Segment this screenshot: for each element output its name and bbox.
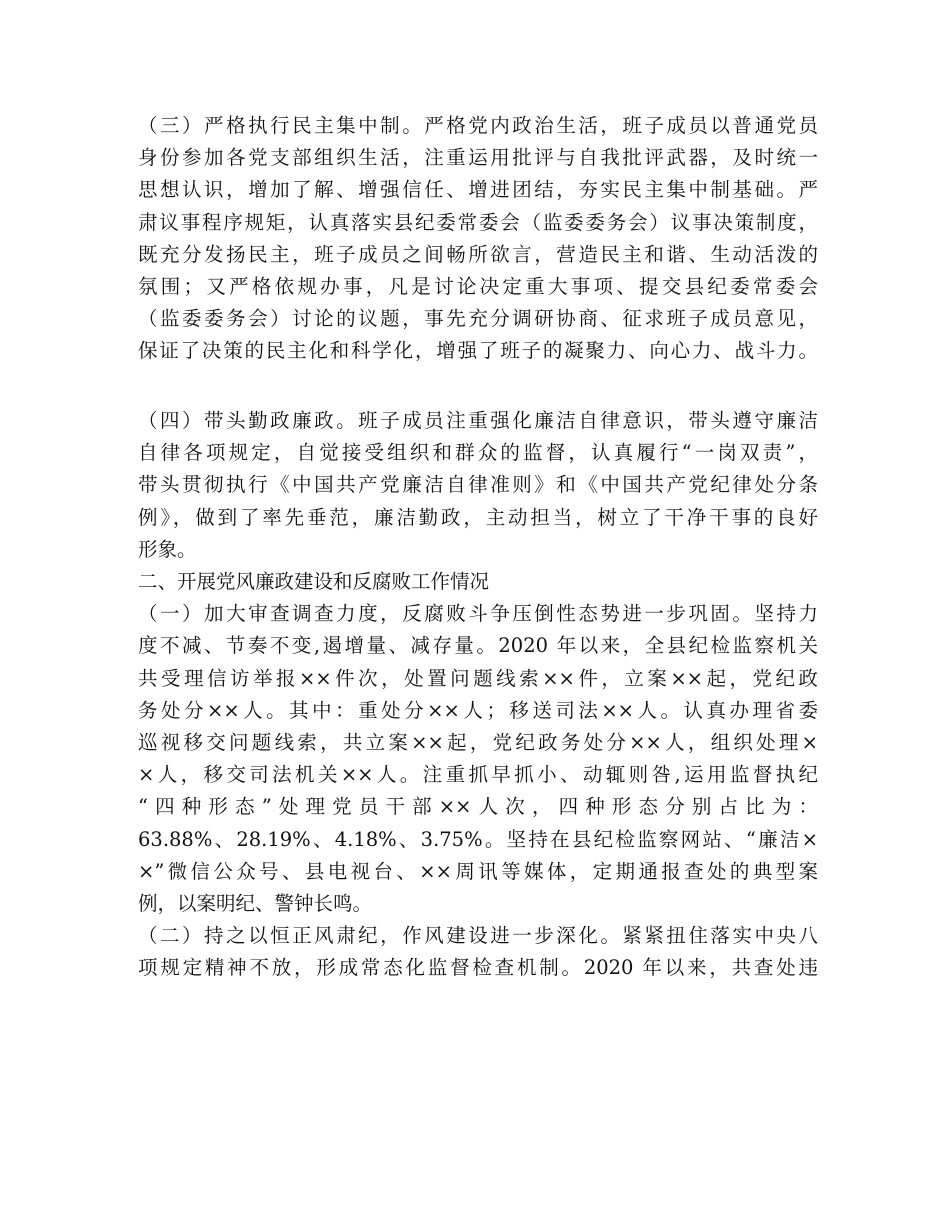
text-line: 例，以案明纪、警钟长鸣。 [138,892,373,916]
text-line: （二）持之以恒正风肃纪，作风建设进一步深化。紧紧扭住落实中央八 [138,924,818,948]
text-line: 共受理信访举报××件次，处置问题线索××件，立案××起，党纪政 [138,666,818,690]
text-line: 带头贯彻执行《中国共产党廉洁自律准则》和《中国共产党纪律处分条 [138,473,818,497]
text-line: 自律各项规定，自觉接受组织和群众的监督，认真履行“一岗双责”， [138,441,818,465]
paragraph-leadership-democratic-centralism [138,110,818,368]
text-line: 思想认识，增加了解、增强信任、增进团结，夯实民主集中制基础。严 [138,178,818,202]
text-line: “四种形态”处理党员干部××人次，四种形态分别占比为： [138,795,818,819]
text-line: 63.88%、28.19%、4.18%、3.75%。坚持在县纪检监察网站、“廉洁× [138,827,818,851]
paragraph-integrity-and-anticorruption [138,405,818,985]
text-line: ×人，移交司法机关××人。注重抓早抓小、动辄则咎,运用监督执纪 [138,763,818,787]
text-line: 例》，做到了率先垂范，廉洁勤政，主动担当，树立了干净干事的良好 [138,505,818,529]
text-line: 度不减、节奏不变,遏增量、减存量。2020 年以来，全县纪检监察机关 [138,634,818,658]
text-line: （监委委务会）讨论的议题，事先充分调研协商、征求班子成员意见， [138,307,818,331]
text-line: 保证了决策的民主化和科学化，增强了班子的凝聚力、向心力、战斗力。 [138,339,818,363]
text-line: （三）严格执行民主集中制。严格党内政治生活，班子成员以普通党员 [138,114,818,137]
text-line: 既充分发扬民主，班子成员之间畅所欲言，营造民主和谐、生动活泼的 [138,242,818,266]
text-line: ×”微信公众号、县电视台、××周讯等媒体，定期通报查处的典型案 [138,859,818,883]
text-line: 项规定精神不放，形成常态化监督检查机制。2020 年以来，共查处违 [138,956,818,980]
text-line: （四）带头勤政廉政。班子成员注重强化廉洁自律意识，带头遵守廉洁 [138,409,818,432]
text-line: 巡视移交问题线索，共立案××起，党纪政务处分××人，组织处理× [138,731,818,755]
text-line: （一）加大审查调查力度，反腐败斗争压倒性态势进一步巩固。坚持力 [138,602,818,626]
text-line: 务处分××人。其中：重处分××人；移送司法××人。认真办理省委 [138,698,818,722]
text-line: 氛围；又严格依规办事，凡是讨论决定重大事项、提交县纪委常委会 [138,275,818,299]
section-heading: 二、开展党风廉政建设和反腐败工作情况 [138,570,490,594]
text-line: 形象。 [138,537,197,561]
text-line: 身份参加各党支部组织生活，注重运用批评与自我批评武器，及时统一 [138,146,818,170]
text-line: 肃议事程序规矩，认真落实县纪委常委会（监委委务会）议事决策制度， [138,210,818,234]
